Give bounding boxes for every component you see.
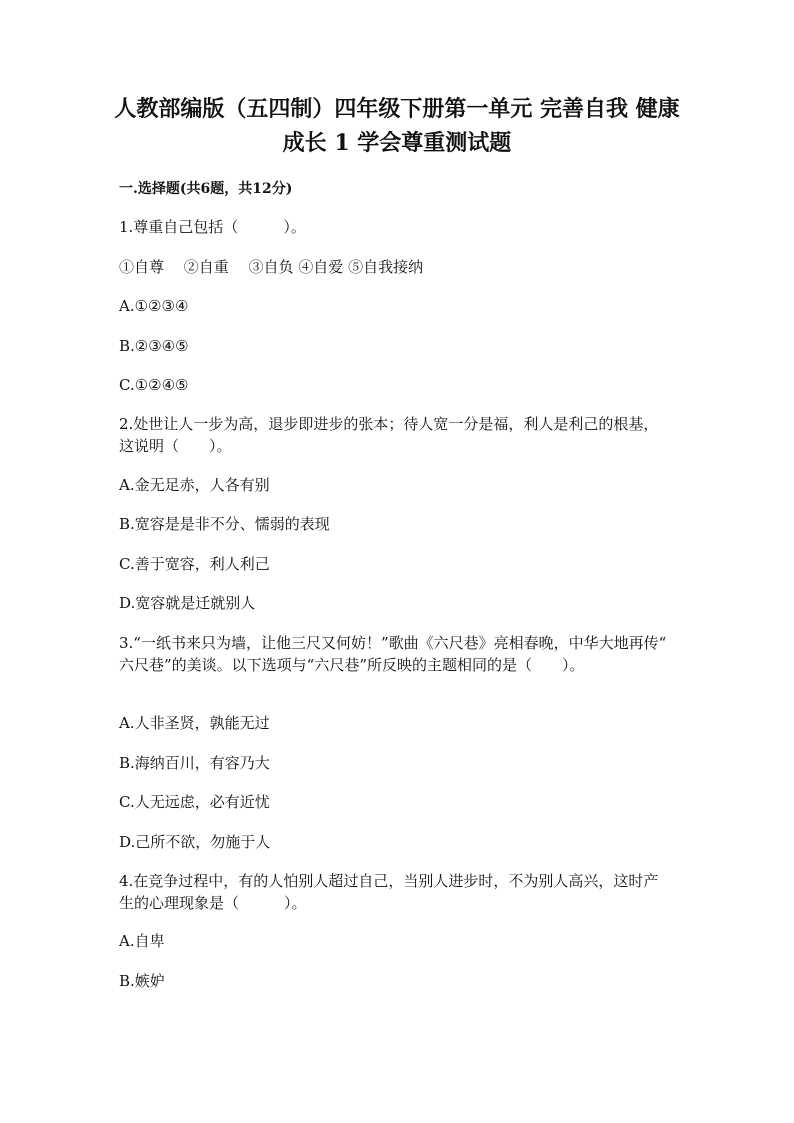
question-3-option-d: D.己所不欲，勿施于人	[119, 833, 271, 851]
question-2-option-c: C.善于宽容，利人利己	[119, 555, 270, 573]
question-2-option-d: D.宽容就是迁就别人	[119, 594, 256, 612]
section-heading: 一.选择题(共6题，共12分)	[119, 181, 293, 197]
question-2-stem: 2.处世让人一步为高，退步即进步的张本；待人宽一分是福，利人是利己的根基，这说明（ ）。	[119, 415, 659, 455]
question-1-stem: 1.尊重自己包括（ ）。	[119, 218, 306, 236]
question-3-option-c: C.人无远虑，必有近忧	[119, 793, 270, 811]
document-title: 人教部编版（五四制）四年级下册第一单元 完善自我 健康成长 1 学会尊重测试题	[114, 96, 680, 156]
question-3-stem: 3.“一纸书来只为墙，让他三尺又何妨！”歌曲《六尺巷》亮相春晚，中华大地再传“ 六尺巷”的美谈。以下选项与“六尺巷”所反映的主题相同的是（ ）。	[119, 634, 667, 674]
question-3-option-a: A.人非圣贤，孰能无过	[119, 714, 270, 732]
question-2-option-a: A.金无足赤，人各有别	[119, 476, 270, 494]
question-2-option-b: B.宽容是是非不分、懦弱的表现	[119, 515, 330, 533]
question-1-option-a: A.①②③④	[119, 297, 189, 315]
question-1-option-b: B.②③④⑤	[119, 337, 189, 355]
question-1-items: ①自尊 ②自重 ③自负 ④自爱 ⑤自我接纳	[119, 258, 424, 276]
question-4-option-b: B.嫉妒	[119, 972, 165, 990]
question-3-option-b: B.海纳百川，有容乃大	[119, 754, 270, 772]
question-4-stem: 4.在竞争过程中，有的人怕别人超过自己，当别人进步时，不为别人高兴，这时产生的心理现象是（ ）。	[119, 872, 659, 912]
question-4-option-a: A.自卑	[119, 932, 165, 950]
question-1-option-c: C.①②④⑤	[119, 376, 189, 394]
